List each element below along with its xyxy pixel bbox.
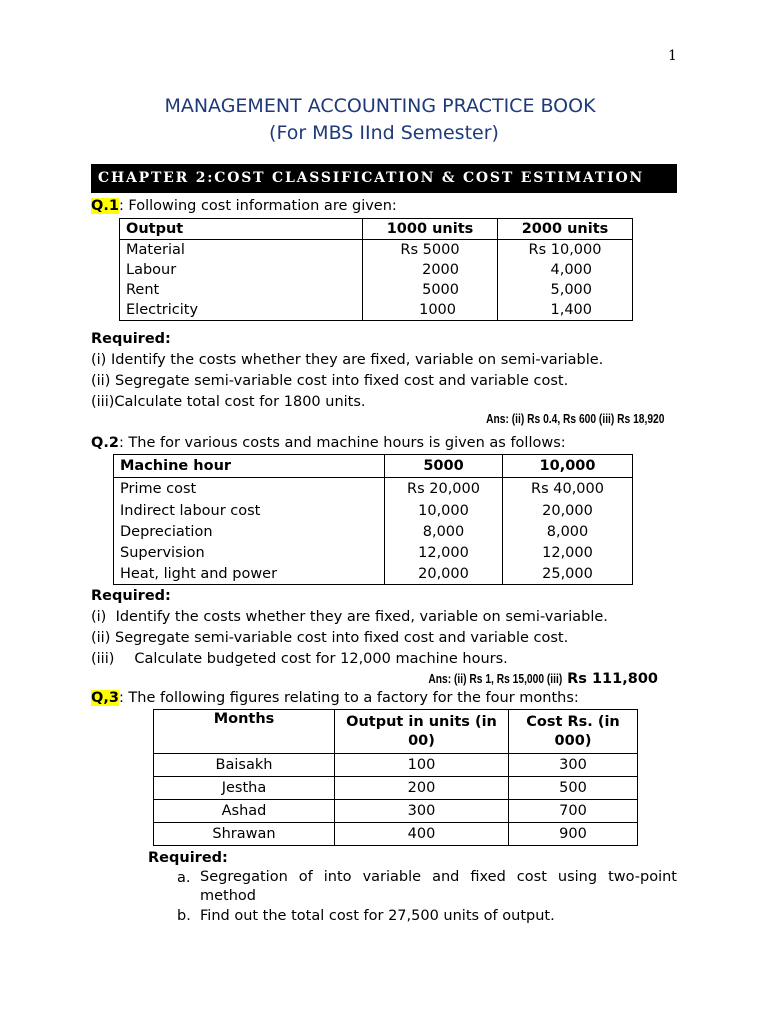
table-cell: 1000 — [363, 300, 498, 321]
table-row — [114, 478, 633, 501]
item-number: a. — [177, 870, 191, 886]
table-row — [120, 300, 633, 321]
q2-table — [113, 454, 633, 585]
q2-answer — [399, 668, 658, 687]
q1-table — [119, 218, 633, 321]
table-row — [114, 563, 633, 585]
table-cell: Supervision — [114, 542, 385, 563]
table-cell: 20,000 — [385, 563, 503, 585]
table-header: Output in units (in 00) — [335, 710, 509, 754]
table-header: 2000 units — [498, 219, 633, 240]
table-cell: 10,000 — [385, 500, 503, 521]
item-text: Identify the costs whether they are fixed, variable on semi-variable. — [115, 609, 608, 625]
table-cell: 300 — [509, 754, 638, 777]
table-cell: Labour — [120, 260, 363, 280]
table-cell: 8,000 — [503, 521, 633, 542]
table-header: 1000 units — [363, 219, 498, 240]
q3-table — [153, 709, 638, 846]
table-cell: 400 — [335, 823, 509, 846]
q1-answer: Ans: (ii) Rs 0.4, Rs 600 (iii) Rs 18,920 — [485, 412, 664, 426]
table-row — [114, 521, 633, 542]
table-cell: Shrawan — [154, 823, 335, 846]
table-cell: Heat, light and power — [114, 563, 385, 585]
table-header: Machine hour — [114, 455, 385, 478]
table-row — [154, 800, 638, 823]
item-text: Identify the costs whether they are fixed, variable on semi-variable. — [110, 352, 604, 368]
q1-required: Required: — [91, 331, 171, 347]
table-cell: Indirect labour cost — [114, 500, 385, 521]
table-cell: 200 — [335, 777, 509, 800]
q1-label: Q.1 — [91, 198, 119, 214]
item-number: (ii) — [91, 373, 111, 389]
table-cell: 1,400 — [498, 300, 633, 321]
q3-prompt — [91, 688, 579, 708]
document-title: MANAGEMENT ACCOUNTING PRACTICE BOOK — [164, 95, 596, 117]
table-cell: 12,000 — [503, 542, 633, 563]
document-subtitle: (For MBS IInd Semester) — [269, 122, 499, 144]
table-header-row — [114, 455, 633, 478]
q1-item — [91, 371, 568, 391]
table-header: Months — [154, 710, 335, 754]
q2-item — [91, 649, 508, 669]
answer-text: Ans: (ii) Rs 1, Rs 15,000 (iii) — [428, 672, 563, 686]
table-header: Output — [120, 219, 363, 240]
page-number: 1 — [668, 48, 677, 64]
table-row — [154, 777, 638, 800]
table-cell: Rs 5000 — [363, 240, 498, 261]
q3-item — [177, 868, 677, 906]
q2-item — [91, 628, 568, 648]
table-cell: 4,000 — [498, 260, 633, 280]
table-cell: 700 — [509, 800, 638, 823]
table-header: Cost Rs. (in 000) — [509, 710, 638, 754]
table-cell: Prime cost — [114, 478, 385, 501]
table-cell: Ashad — [154, 800, 335, 823]
item-number: (ii) — [91, 630, 111, 646]
table-cell: Material — [120, 240, 363, 261]
table-cell: Rs 20,000 — [385, 478, 503, 501]
table-header-row — [120, 219, 633, 240]
item-number: (iii) — [91, 394, 115, 410]
q2-text: : The for various costs and machine hours is given as follows: — [118, 435, 566, 451]
q2-prompt — [91, 433, 566, 453]
table-cell: Rs 10,000 — [498, 240, 633, 261]
table-cell: Depreciation — [114, 521, 385, 542]
answer-total: Rs 111,800 — [567, 671, 658, 687]
table-row — [114, 500, 633, 521]
item-number: (i) — [91, 352, 107, 368]
table-cell: 5000 — [363, 280, 498, 300]
table-cell: 100 — [335, 754, 509, 777]
item-text: Find out the total cost for 27,500 units of output. — [200, 908, 555, 924]
table-cell: 900 — [509, 823, 638, 846]
table-row — [154, 754, 638, 777]
q1-prompt — [91, 196, 397, 216]
q3-required: Required: — [148, 850, 228, 866]
item-number: (iii) — [91, 651, 115, 667]
q3-label: Q,3 — [91, 690, 119, 706]
table-cell: 5,000 — [498, 280, 633, 300]
table-header: 5000 — [385, 455, 503, 478]
table-header: 10,000 — [503, 455, 633, 478]
table-cell: Jestha — [154, 777, 335, 800]
q1-item — [91, 392, 366, 412]
q3-text: : The following figures relating to a factory for the four months: — [118, 690, 579, 706]
table-row — [120, 280, 633, 300]
table-row — [154, 823, 638, 846]
q2-label: Q.2 — [91, 435, 119, 451]
q3-item — [177, 906, 555, 926]
table-header-row — [154, 710, 638, 754]
item-number: (i) — [91, 609, 107, 625]
table-cell: Rent — [120, 280, 363, 300]
table-cell: 2000 — [363, 260, 498, 280]
table-cell: 8,000 — [385, 521, 503, 542]
item-text: Segregate semi-variable cost into fixed cost and variable cost. — [114, 630, 569, 646]
table-cell: 300 — [335, 800, 509, 823]
q1-text: : Following cost information are given: — [118, 198, 397, 214]
table-cell: 25,000 — [503, 563, 633, 585]
q1-item — [91, 350, 603, 370]
item-text: Segregation of into variable and fixed cost using two-point method — [200, 869, 677, 904]
chapter-heading: CHAPTER 2:COST CLASSIFICATION & COST ESTIMATION — [91, 164, 677, 193]
item-text: Segregate semi-variable cost into fixed cost and variable cost. — [114, 373, 569, 389]
table-cell: 12,000 — [385, 542, 503, 563]
table-cell: 500 — [509, 777, 638, 800]
q2-item — [91, 607, 608, 627]
q2-required: Required: — [91, 588, 171, 604]
table-cell: 20,000 — [503, 500, 633, 521]
table-cell: Baisakh — [154, 754, 335, 777]
item-text: Calculate total cost for 1800 units. — [114, 394, 366, 410]
table-cell: Rs 40,000 — [503, 478, 633, 501]
item-number: b. — [177, 908, 191, 924]
table-cell: Electricity — [120, 300, 363, 321]
item-text: Calculate budgeted cost for 12,000 machine hours. — [134, 651, 508, 667]
table-row — [120, 240, 633, 261]
table-row — [114, 542, 633, 563]
table-row — [120, 260, 633, 280]
